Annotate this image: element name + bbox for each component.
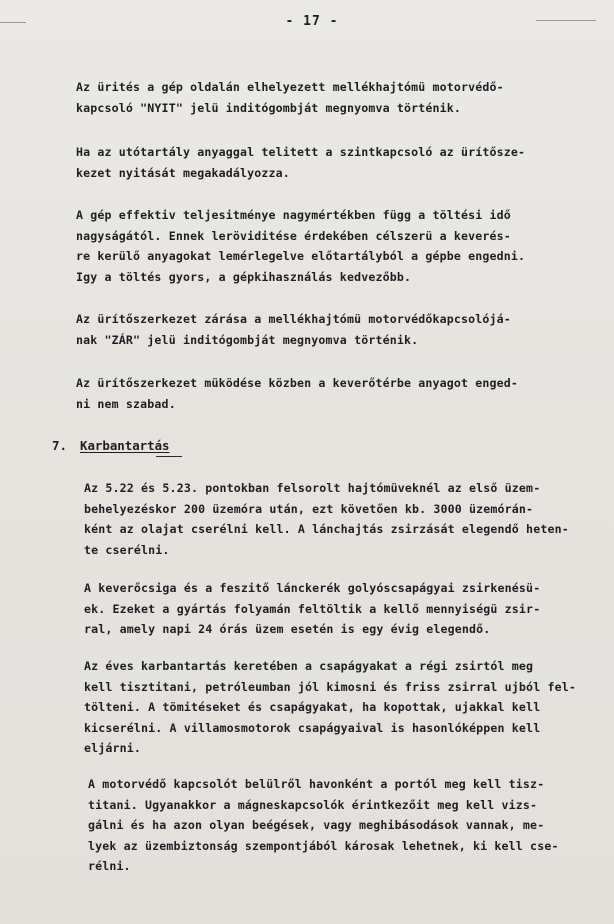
text-line: lyek az üzembiztonság szempontjából károsak lehetnek, ki kell cse- — [88, 838, 559, 853]
text-line: A motorvédő kapcsolót belülről havonként a portól meg kell tisz- — [88, 777, 545, 791]
paragraph — [76, 142, 548, 183]
text-line: Az 5.22 és 5.23. pontokban felsorolt hajtómüveknél az első üzem- — [84, 481, 541, 495]
heading-underline — [156, 456, 182, 457]
text-line: nagyságától. Ennek leröviditése érdekében célszerü a keverés- — [76, 228, 511, 243]
text-line: gálni és ha azon olyan beégések, vagy meghibásodások vannak, me- — [88, 818, 545, 832]
text-line: Az ürités a gép oldalán elhelyezett mellékhajtómü motorvédő- — [76, 80, 504, 94]
text-line: re kerülő anyagokat lemérlegelve előtartályból a gépbe engedni. — [76, 249, 526, 263]
page-number: - 17 - — [285, 14, 339, 29]
text-line: kicserélni. A villamosmotorok csapágyaival is hasonlóképpen kell — [84, 720, 541, 735]
paragraph — [84, 578, 554, 640]
text-line: kapcsoló "NYIT" jelü inditógombját megnyomva történik. — [76, 100, 462, 115]
text-line: A gép effektiv teljesitménye nagymértékben függ a töltési idő — [76, 208, 511, 222]
text-line: Az ürítőszerkezet müködése közben a keverőtérbe anyagot enged- — [76, 376, 519, 390]
paragraph — [88, 774, 559, 877]
text-line: ral, amely napi 24 órás üzem esetén is egy évig elegendő. — [84, 622, 491, 636]
paragraph — [76, 77, 548, 118]
text-line: A keverőcsiga és a feszitő lánckerék golyóscsapágyai zsirkenésü- — [84, 581, 541, 595]
text-line: nak "ZÁR" jelü inditógombját megnyomva történik. — [76, 332, 419, 347]
text-line: Ha az utótartály anyaggal telitett a szintkapcsoló az ürítősze- — [76, 145, 526, 159]
text-line: behelyezéskor 200 üzemóra után, ezt követően kb. 3000 üzemórán- — [84, 501, 534, 516]
text-line: rélni. — [88, 859, 131, 873]
text-line: Igy a töltés gyors, a gépkihasználás kedvezőbb. — [76, 269, 412, 284]
text-line: ként az olajat cserélni kell. A lánchajtás zsirzását elegendő heten- — [84, 522, 569, 536]
text-line: Az ürítőszerkezet zárása a mellékhajtómü motorvédőkapcsolójá- — [76, 312, 511, 326]
section-heading — [52, 438, 170, 453]
text-line: eljárni. — [84, 741, 142, 755]
text-line: Az éves karbantartás keretében a csapágyakat a régi zsirtól meg — [84, 659, 534, 673]
text-line: ni nem szabad. — [76, 396, 176, 411]
text-line: tölteni. A tömitéseket és csapágyakat, ha kopottak, ujakkal kell — [84, 700, 541, 714]
section-number: 7. — [52, 438, 67, 453]
text-line: titani. Ugyanakkor a mágneskapcsolók érintkezőit meg kell vizs- — [88, 797, 538, 812]
paragraph — [76, 309, 548, 350]
text-line: kezet nyitását megakadályozza. — [76, 165, 290, 180]
section-title: Karbantartás — [80, 438, 170, 453]
text-line: kell tisztitani, petróleumban jól kimosni és friss zsirral ujból fel- — [84, 679, 576, 694]
paragraph — [84, 656, 576, 759]
paragraph — [84, 478, 569, 560]
text-line: ek. Ezeket a gyártás folyamán feltöltik a kellő mennyiségü zsir- — [84, 601, 541, 616]
paragraph — [76, 373, 548, 414]
text-line: te cserélni. — [84, 542, 170, 557]
paragraph — [76, 205, 548, 287]
